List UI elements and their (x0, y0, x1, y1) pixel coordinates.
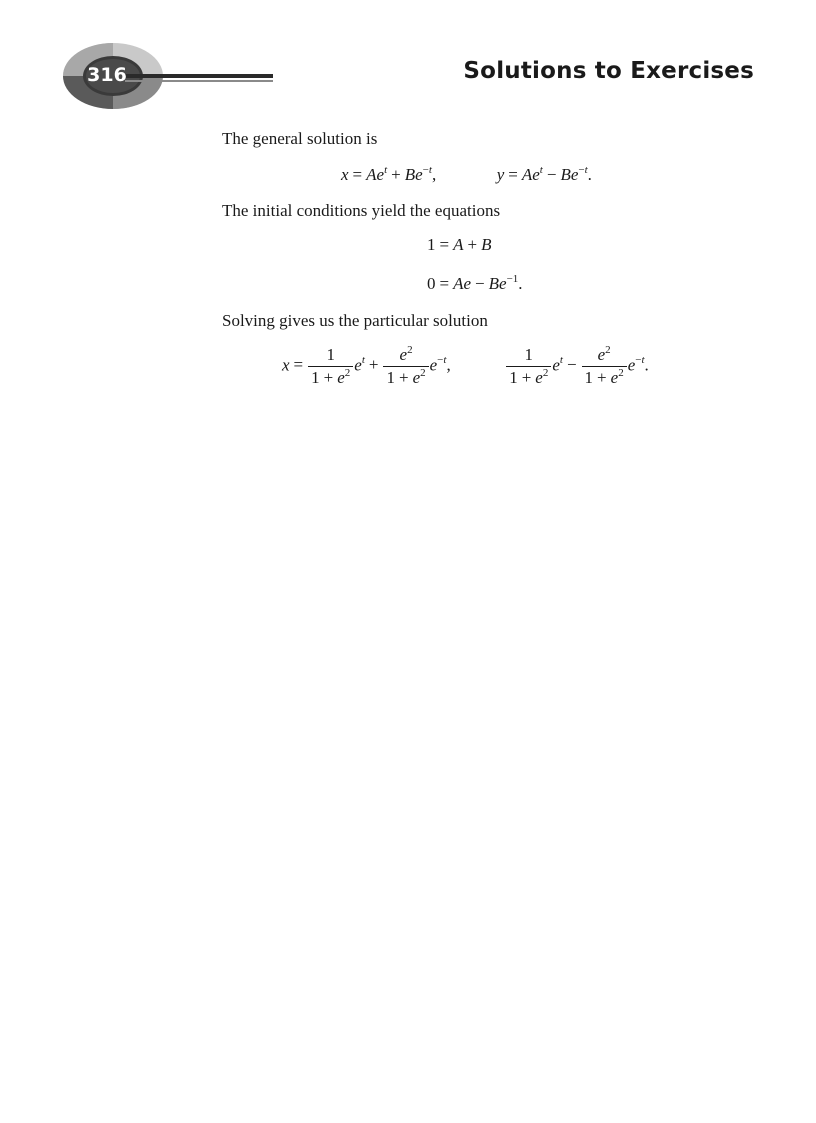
paragraph-initial-conditions: The initial conditions yield the equations (222, 201, 501, 220)
equation-particular-solution: x = $\frac{1}{1 + e^2}$ $e^t$ + $\frac{e^2}{1 + e^2}$ $e^{-t}$, $\frac{1}{1 + e^2}$ $e^t$ − $\frac{e^2}{1 + e^2}$ $e^{-t}$. (282, 344, 649, 387)
equation-initial-1: 1 = A + B (427, 235, 492, 254)
paragraph-particular-solution: Solving gives us the particular solution (222, 311, 488, 330)
header-rule (125, 74, 273, 84)
equation-initial-2: $0 = Ae - Be^{-1}$. (427, 273, 523, 293)
paragraph-general-solution: The general solution is (222, 129, 378, 148)
page-header (0, 0, 816, 120)
page-number: 316 (87, 64, 127, 86)
chapter-title: Solutions to Exercises (463, 58, 754, 84)
equation-general-solution: $x = Ae^t + Be^{-t}$, $y = Ae^t - Be^{-t}$. (341, 164, 592, 184)
